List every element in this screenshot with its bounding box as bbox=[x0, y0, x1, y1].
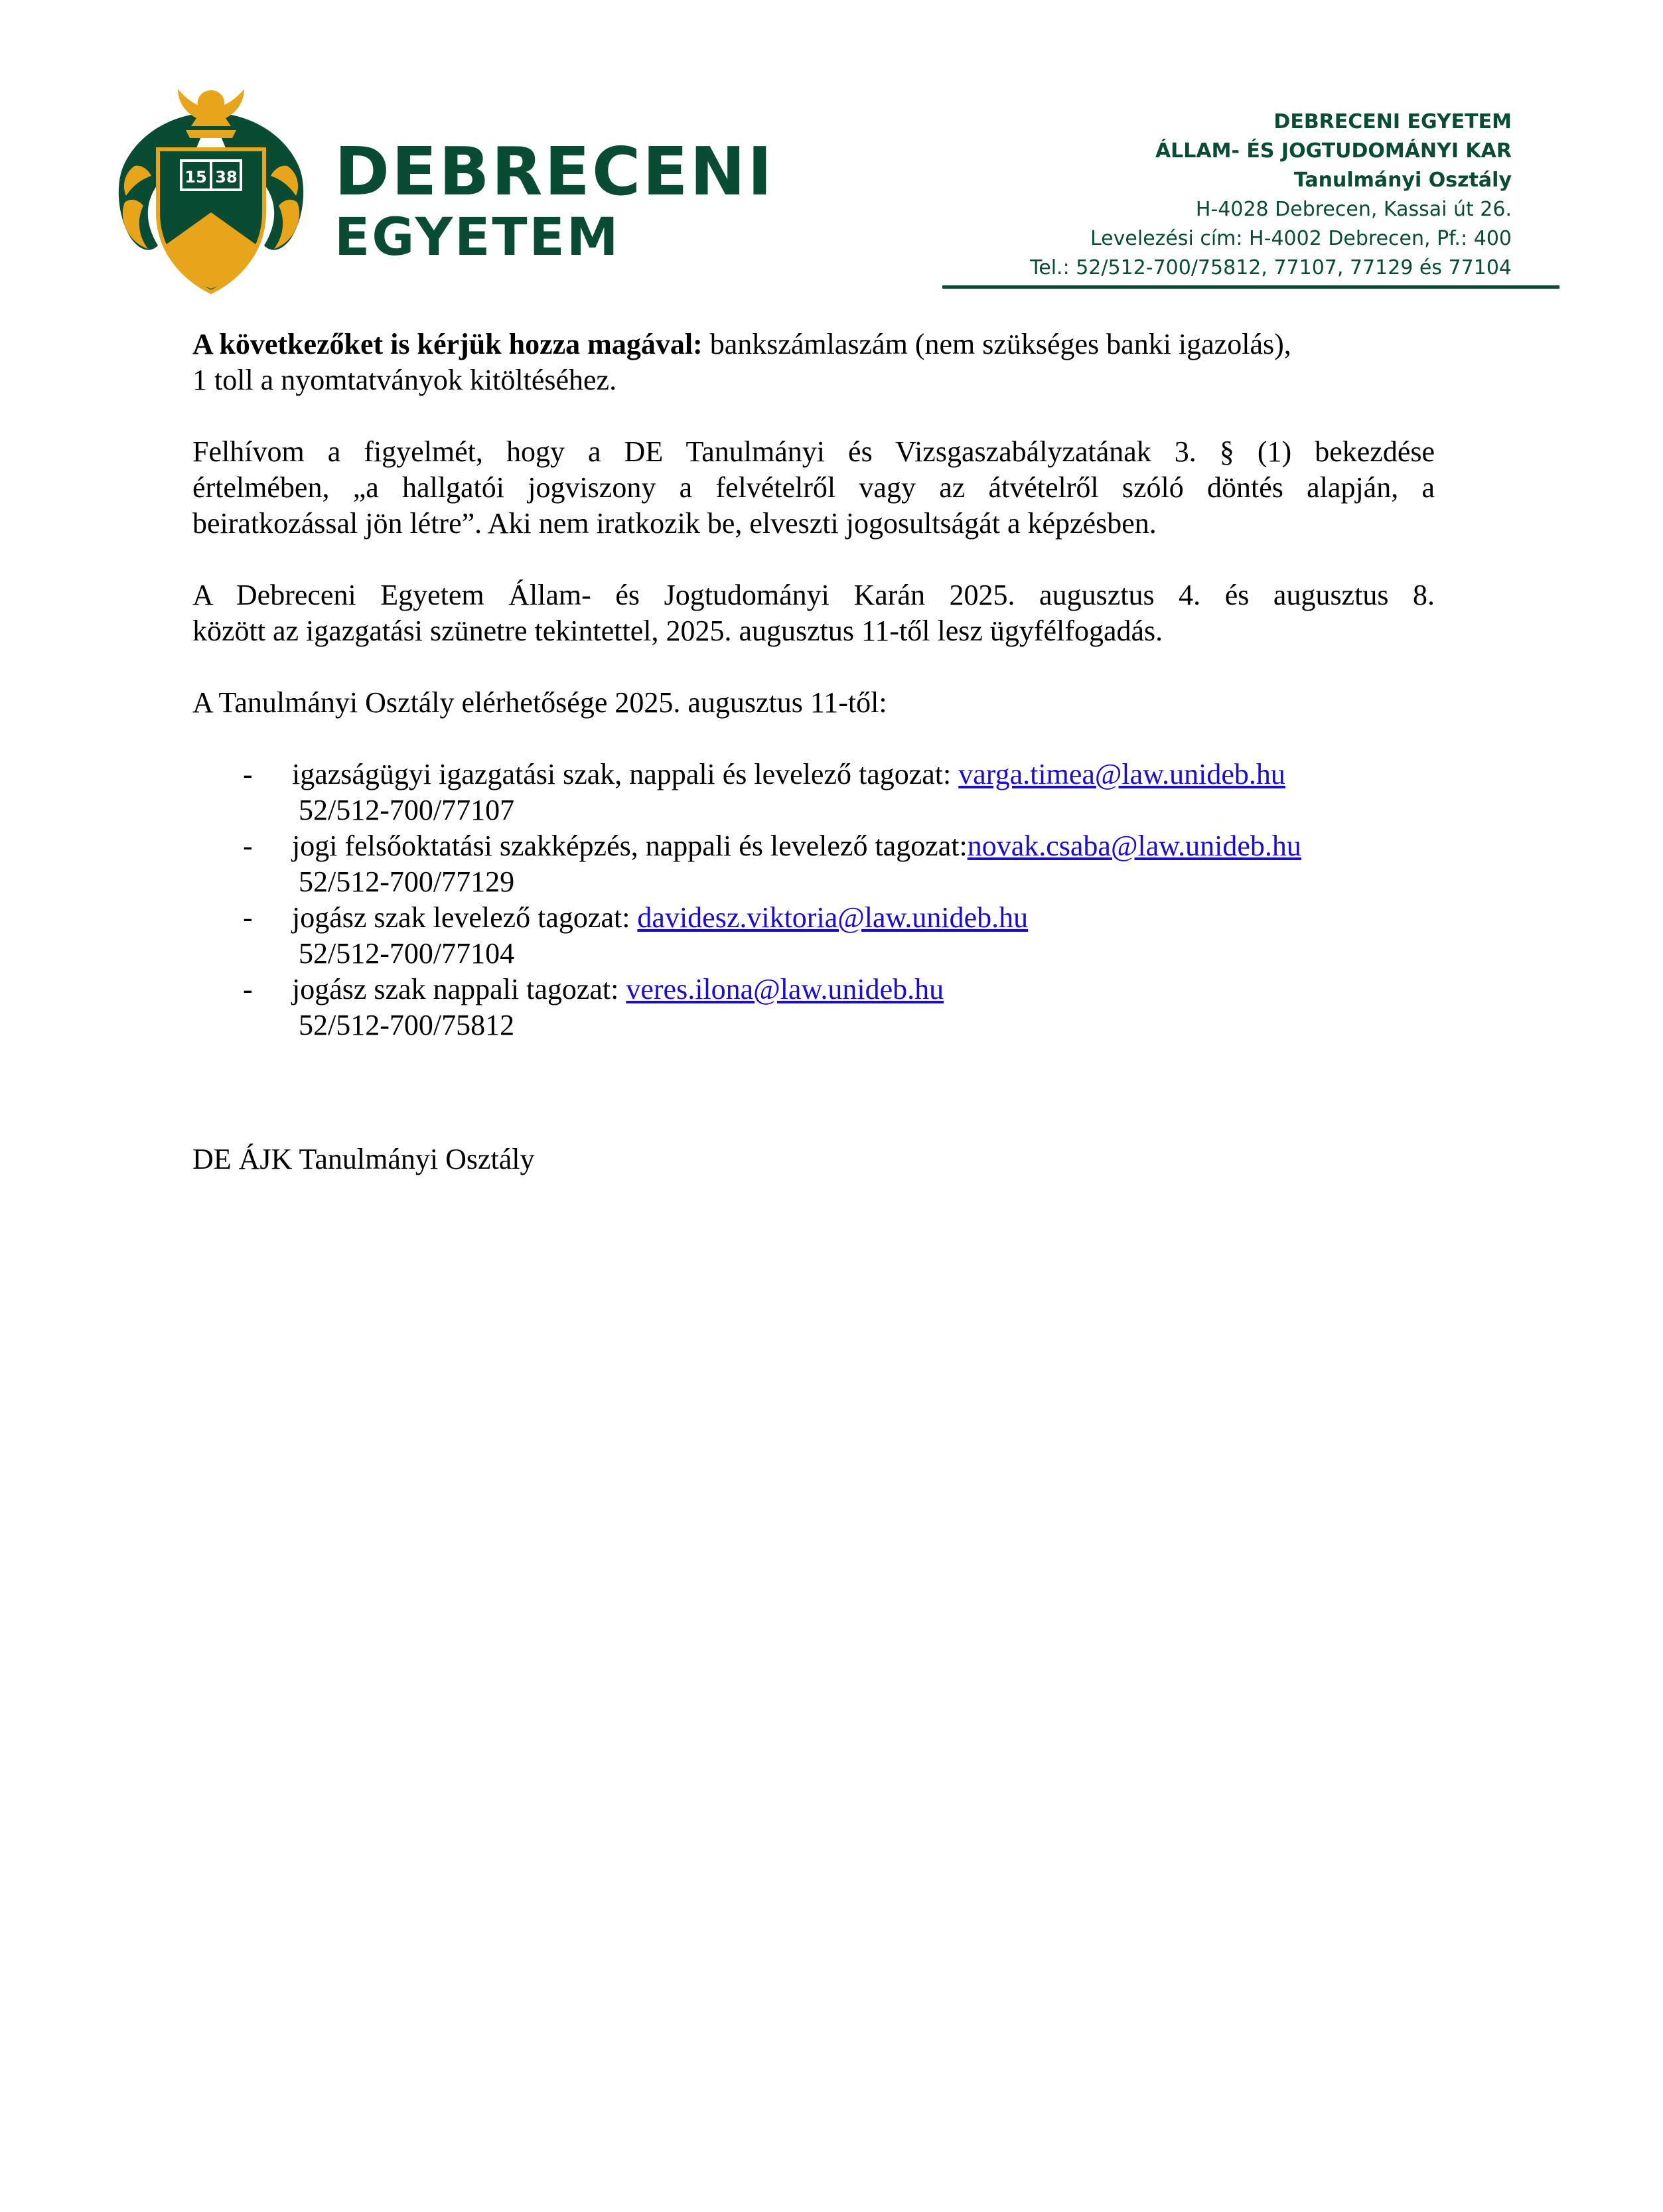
contact-item bbox=[192, 757, 1435, 828]
email-link[interactable]: davidesz.viktoria@law.unideb.hu bbox=[637, 901, 1029, 934]
signature: DE ÁJK Tanulmányi Osztály bbox=[192, 1143, 535, 1175]
university-wordmark bbox=[334, 133, 774, 268]
list-dash: - bbox=[243, 758, 253, 790]
paragraph-office-hours bbox=[192, 577, 1435, 649]
contact-item bbox=[192, 828, 1435, 900]
letterhead-university: DEBRECENI EGYETEM bbox=[1273, 110, 1512, 133]
letterhead-contact-block bbox=[848, 108, 1512, 283]
letterhead-address: H-4028 Debrecen, Kassai út 26. bbox=[1195, 198, 1512, 221]
regulation-line-3: beiratkozással jön létre”. Aki nem iratkozik be, elveszti jogosultságát a képzésben. bbox=[192, 507, 1157, 540]
letterhead-divider bbox=[942, 285, 1559, 289]
wordmark-line-1: DEBRECENI bbox=[334, 133, 774, 210]
letterhead-postal: Levelezési cím: H-4002 Debrecen, Pf.: 400 bbox=[1090, 227, 1512, 250]
letterhead-phone: Tel.: 52/512-700/75812, 77107, 77129 és 77104 bbox=[1030, 256, 1512, 279]
university-crest-logo bbox=[111, 86, 311, 299]
contact-phone: 52/512-700/75812 bbox=[299, 1009, 515, 1041]
regulation-line-1: Felhívom a figyelmét, hogy a DE Tanulmányi és Vizsgaszabályzatának 3. § (1) bekezdése bbox=[192, 435, 1435, 468]
wordmark-line-2: EGYETEM bbox=[334, 208, 620, 267]
letterhead-department: Tanulmányi Osztály bbox=[1293, 169, 1512, 192]
regulation-line-2: értelmében, „a hallgatói jogviszony a felvételről vagy az átvételről szóló döntés alapján, a bbox=[192, 471, 1435, 504]
contact-label: igazságügyi igazgatási szak, nappali és levelező tagozat: bbox=[292, 758, 959, 790]
required-items-label: A következőket is kérjük hozza magával: bbox=[192, 328, 703, 360]
contact-phone: 52/512-700/77104 bbox=[299, 937, 515, 970]
email-link[interactable]: novak.csaba@law.unideb.hu bbox=[967, 830, 1301, 862]
contact-item bbox=[192, 900, 1435, 972]
letter-body bbox=[192, 327, 1435, 1043]
office-hours-line-1: A Debreceni Egyetem Állam- és Jogtudományi Karán 2025. augusztus 4. és augusztus 8. bbox=[192, 579, 1435, 611]
paragraph-regulation-notice bbox=[192, 434, 1435, 542]
contact-phone: 52/512-700/77107 bbox=[299, 794, 515, 826]
office-hours-line-2: között az igazgatási szünetre tekintettel, 2025. augusztus 11-től lesz ügyfélfogadás. bbox=[192, 615, 1163, 647]
contact-label: jogi felsőoktatási szakképzés, nappali és levelező tagozat: bbox=[292, 830, 968, 862]
required-items-line-2: 1 toll a nyomtatványok kitöltéséhez. bbox=[192, 364, 617, 396]
email-link[interactable]: varga.timea@law.unideb.hu bbox=[958, 758, 1285, 790]
contacts-list bbox=[192, 757, 1435, 1043]
contacts-heading: A Tanulmányi Osztály elérhetősége 2025. augusztus 11-től: bbox=[192, 686, 887, 719]
list-dash: - bbox=[243, 901, 253, 934]
contact-phone: 52/512-700/77129 bbox=[299, 865, 515, 898]
letterhead-faculty: ÁLLAM- ÉS JOGTUDOMÁNYI KAR bbox=[1155, 139, 1512, 163]
crest-year-left: 15 bbox=[184, 168, 207, 186]
email-link[interactable]: veres.ilona@law.unideb.hu bbox=[626, 973, 944, 1005]
list-dash: - bbox=[243, 973, 253, 1005]
list-dash: - bbox=[243, 830, 253, 862]
paragraph-required-items bbox=[192, 327, 1435, 398]
contact-label: jogász szak levelező tagozat: bbox=[292, 901, 638, 934]
contact-item bbox=[192, 972, 1435, 1043]
contact-label: jogász szak nappali tagozat: bbox=[292, 973, 626, 1005]
crest-year-right: 38 bbox=[215, 168, 238, 186]
required-items-text: bankszámlaszám (nem szükséges banki igazolás), bbox=[702, 328, 1291, 360]
